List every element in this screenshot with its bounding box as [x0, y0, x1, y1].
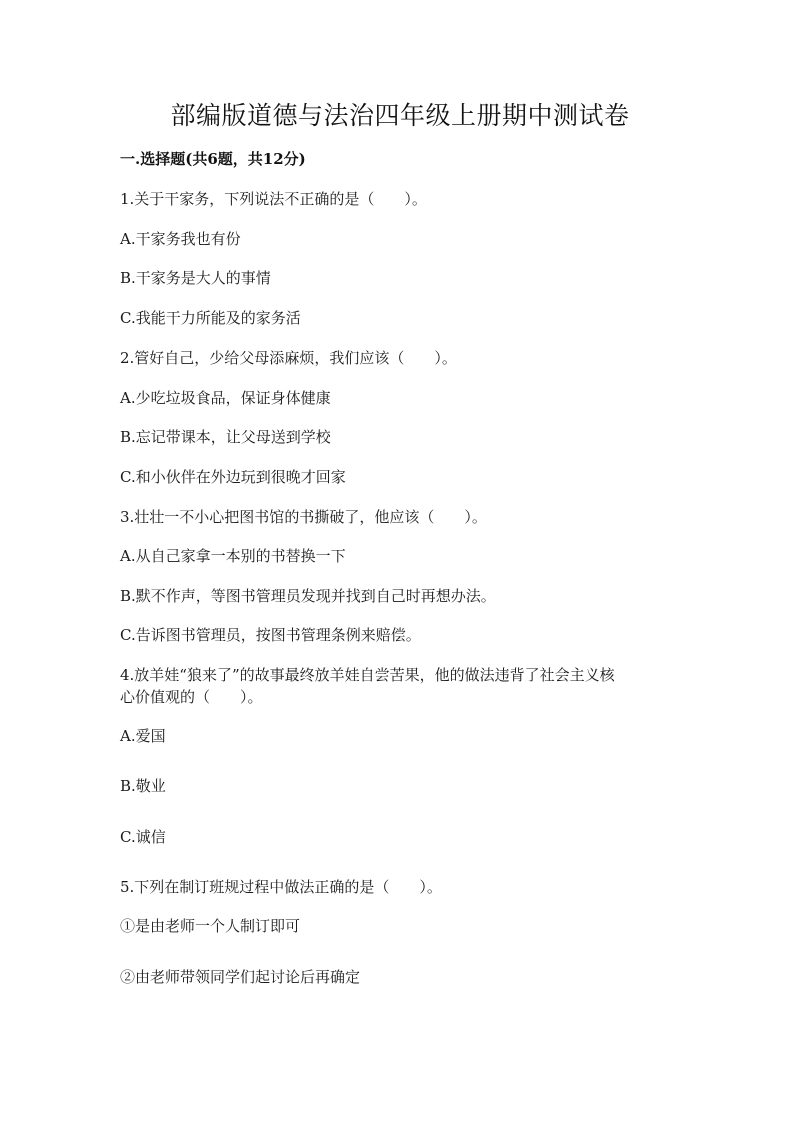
question-4-stem-line1: 4.放羊娃“狼来了”的故事最终放羊娃自尝苦果，他的做法违背了社会主义核 — [120, 666, 615, 684]
question-3-option-c: C.告诉图书管理员，按图书管理条例来赔偿。 — [120, 626, 421, 644]
question-4-option-a: A.爱国 — [120, 727, 166, 745]
question-2-option-b: B.忘记带课本，让父母送到学校 — [120, 428, 331, 446]
question-4-stem-line2: 心价值观的（ ）。 — [120, 688, 263, 706]
question-5-stem: 5.下列在制订班规过程中做法正确的是（ ）。 — [120, 878, 442, 896]
question-3-option-b: B.默不作声，等图书管理员发现并找到自己时再想办法。 — [120, 587, 496, 605]
question-1-option-c: C.我能干力所能及的家务活 — [120, 309, 301, 327]
question-3-option-a: A.从自己家拿一本别的书替换一下 — [120, 547, 346, 565]
question-1-stem: 1.关于干家务，下列说法不正确的是（ ）。 — [120, 190, 427, 208]
question-4-option-c: C.诚信 — [120, 828, 166, 846]
question-5-option-1: ①是由老师一个人制订即可 — [120, 917, 301, 935]
question-3-stem: 3.壮壮一不小心把图书馆的书撕破了，他应该（ ）。 — [120, 508, 487, 526]
page-title: 部编版道德与法治四年级上册期中测试卷 — [170, 101, 630, 130]
question-4-option-b: B.敬业 — [120, 777, 166, 795]
question-2-stem: 2.管好自己，少给父母添麻烦，我们应该（ ）。 — [120, 349, 457, 367]
question-5-option-2: ②由老师带领同学们起讨论后再确定 — [120, 968, 361, 986]
question-2-option-c: C.和小伙伴在外边玩到很晚才回家 — [120, 468, 346, 486]
question-1-option-a: A.干家务我也有份 — [120, 230, 241, 248]
section-heading: 一.选择题(共6题，共12分) — [120, 150, 306, 168]
question-1-option-b: B.干家务是大人的事情 — [120, 269, 271, 287]
question-2-option-a: A.少吃垃圾食品，保证身体健康 — [120, 389, 331, 407]
